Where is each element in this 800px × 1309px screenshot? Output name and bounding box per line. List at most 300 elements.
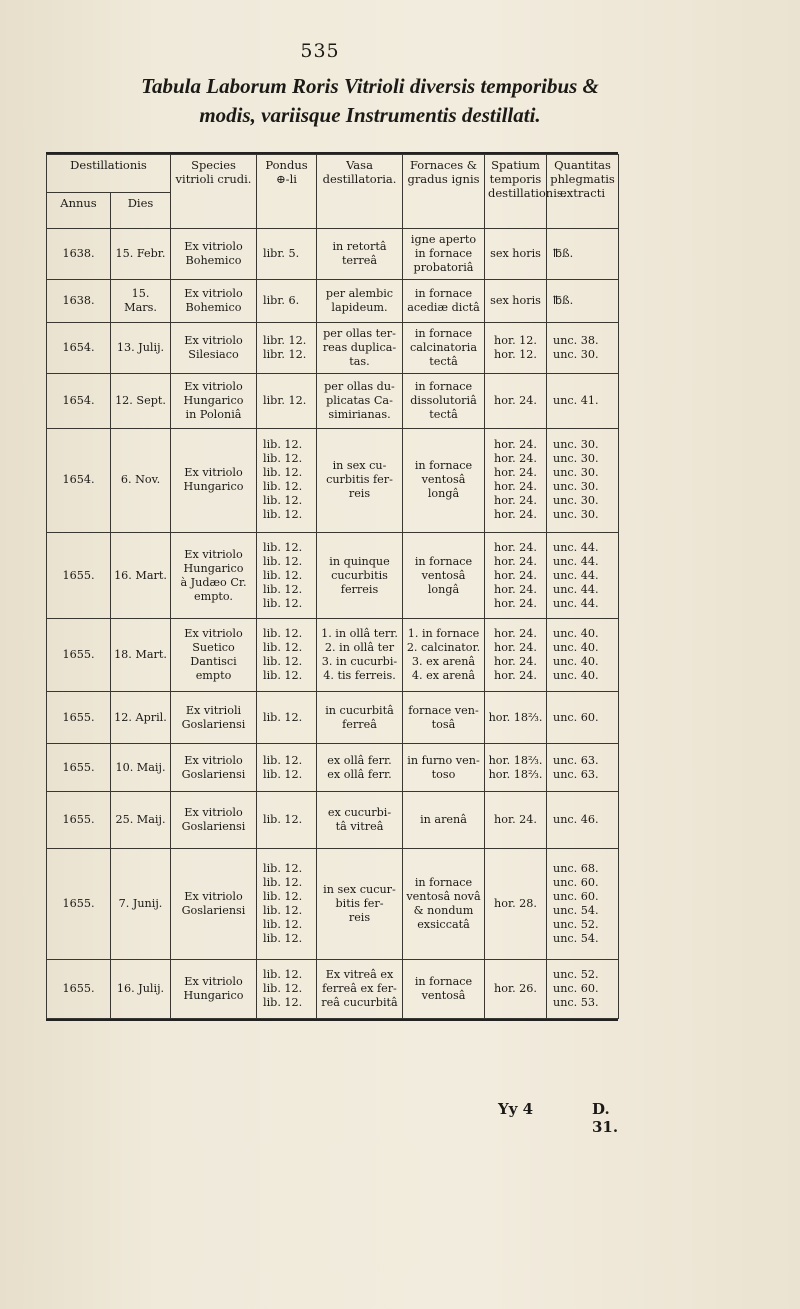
cell-species-line: Ex vitriolo — [184, 889, 243, 903]
cell-species-line: Ex vitriolo — [184, 547, 243, 561]
cell-vasa-line: ferreâ ex fer- — [322, 981, 397, 995]
cell-fornaces — [403, 619, 485, 692]
cell-pondus — [257, 428, 317, 532]
cell-vasa — [317, 744, 403, 792]
cell-vasa — [317, 280, 403, 323]
cell-quantitas — [547, 229, 619, 280]
cell-fornaces-line: in fornace — [414, 327, 473, 341]
cell-species — [171, 280, 257, 323]
cell-pondus-line: lib. 12. — [263, 861, 303, 875]
cell-species — [171, 959, 257, 1018]
cell-fornaces-line: dissolutoriâ — [410, 393, 477, 407]
cell-pondus-line: lib. 12. — [263, 903, 303, 917]
cell-quantitas-line: unc. 54. — [553, 903, 599, 917]
cell-vasa-line: 3. in cucurbi- — [321, 655, 398, 669]
cell-vasa — [317, 848, 403, 959]
cell-vasa — [317, 791, 403, 848]
cell-quantitas-line: unc. 63. — [553, 753, 599, 767]
cell-pondus-line: lib. 12. — [263, 812, 303, 826]
cell-vasa-line: ex ollâ ferr. — [327, 753, 392, 767]
cell-vasa — [317, 533, 403, 619]
cell-quantitas — [547, 959, 619, 1018]
cell-species-line: Goslariensi — [181, 717, 246, 731]
cell-quantitas-line: unc. 30. — [553, 494, 599, 508]
cell-pondus — [257, 959, 317, 1018]
cell-fornaces-line: igne aperto — [410, 233, 477, 247]
cell-spatium-line: hor. 24. — [494, 466, 537, 480]
cell-species-line: Ex vitriolo — [184, 379, 243, 393]
cell-species-line: Goslariensi — [181, 767, 246, 781]
cell-pondus-line: lib. 12. — [263, 466, 303, 480]
cell-spatium-line: hor. 24. — [494, 554, 537, 568]
cell-pondus-line: lib. 12. — [263, 452, 303, 466]
cell-spatium-line: hor. 24. — [494, 508, 537, 522]
cell-quantitas — [547, 428, 619, 532]
cell-pondus — [257, 229, 317, 280]
cell-spatium-line: hor. 18⅔. — [488, 710, 543, 724]
cell-pondus-line: lib. 12. — [263, 508, 303, 522]
cell-fornaces-line: calcinatoria — [409, 341, 478, 355]
cell-pondus-line: lib. 12. — [263, 889, 303, 903]
cell-pondus-line: libr. 12. — [263, 348, 307, 362]
cell-pondus-line: lib. 12. — [263, 655, 303, 669]
cell-vasa-line: reâ cucurbitâ — [321, 995, 398, 1009]
cell-vasa-line: reas duplica- — [322, 341, 397, 355]
cell-vasa — [317, 619, 403, 692]
catchword: D. 31. — [592, 1100, 619, 1136]
table-row — [47, 428, 619, 532]
cell-species-line: Ex vitriolo — [184, 974, 243, 988]
cell-spatium-line: hor. 24. — [494, 568, 537, 582]
cell-fornaces-line: longâ — [427, 487, 460, 501]
cell-species — [171, 533, 257, 619]
cell-vasa-line: per alembic — [325, 287, 394, 301]
cell-quantitas — [547, 791, 619, 848]
cell-spatium-line: sex horis — [490, 294, 541, 308]
cell-annus: 1655. — [47, 619, 111, 692]
cell-spatium-line: hor. 24. — [494, 669, 537, 683]
cell-fornaces-line: longâ — [427, 582, 460, 596]
cell-spatium — [485, 428, 547, 532]
cell-fornaces-line: toso — [431, 767, 456, 781]
cell-pondus-line: lib. 12. — [263, 494, 303, 508]
header-species: Species vitrioli crudi. — [171, 155, 257, 229]
cell-spatium-line: hor. 24. — [494, 627, 537, 641]
cell-species-line: Bohemico — [185, 301, 242, 315]
cell-quantitas-line: unc. 40. — [553, 627, 599, 641]
cell-fornaces-line: probatoriâ — [413, 261, 474, 275]
cell-vasa-line: lapideum. — [331, 301, 388, 315]
cell-vasa — [317, 692, 403, 744]
cell-quantitas-line: ℔ß. — [553, 294, 574, 308]
cell-species-line: Silesiaco — [188, 348, 239, 362]
cell-fornaces-line: tosâ — [431, 717, 456, 731]
cell-fornaces-line: 4. ex arenâ — [411, 669, 476, 683]
cell-fornaces-line: 3. ex arenâ — [411, 655, 476, 669]
cell-fornaces-line: fornace ven- — [408, 703, 479, 717]
cell-pondus — [257, 744, 317, 792]
cell-fornaces-line: in fornace — [414, 247, 473, 261]
cell-vasa-line: in retortâ — [332, 240, 387, 254]
cell-spatium-line: hor. 24. — [494, 540, 537, 554]
cell-quantitas — [547, 280, 619, 323]
cell-spatium-line: hor. 28. — [494, 896, 537, 910]
cell-species-line: Ex vitriolo — [184, 627, 243, 641]
header-quantitas: Quantitas phlegmatis extracti — [547, 155, 619, 229]
table-row — [47, 744, 619, 792]
cell-dies: 18. Mart. — [111, 619, 171, 692]
cell-pondus — [257, 280, 317, 323]
cell-quantitas — [547, 533, 619, 619]
cell-vasa-line: Ex vitreâ ex — [325, 967, 394, 981]
cell-dies: 7. Junij. — [111, 848, 171, 959]
cell-pondus-line: lib. 12. — [263, 753, 303, 767]
cell-quantitas — [547, 692, 619, 744]
cell-dies: 16. Julij. — [111, 959, 171, 1018]
cell-fornaces — [403, 959, 485, 1018]
cell-spatium-line: hor. 18⅔. — [488, 767, 543, 781]
cell-quantitas-line: unc. 60. — [553, 981, 599, 995]
cell-fornaces — [403, 848, 485, 959]
cell-fornaces — [403, 428, 485, 532]
cell-quantitas-line: unc. 40. — [553, 655, 599, 669]
cell-pondus — [257, 848, 317, 959]
cell-pondus-line: lib. 12. — [263, 767, 303, 781]
cell-pondus-line: lib. 12. — [263, 967, 303, 981]
cell-spatium-line: hor. 24. — [494, 641, 537, 655]
cell-fornaces-line: ventosâ — [421, 473, 466, 487]
cell-pondus — [257, 619, 317, 692]
cell-dies: 15. Mars. — [111, 280, 171, 323]
cell-vasa-line: in quinque — [329, 554, 390, 568]
cell-pondus-line: lib. 12. — [263, 917, 303, 931]
cell-spatium — [485, 744, 547, 792]
cell-species — [171, 692, 257, 744]
cell-pondus-line: lib. 12. — [263, 554, 303, 568]
cell-vasa-line: per ollas du- — [324, 379, 395, 393]
cell-pondus — [257, 533, 317, 619]
cell-spatium — [485, 692, 547, 744]
table-row — [47, 692, 619, 744]
cell-vasa-line: tas. — [349, 355, 370, 369]
cell-spatium-line: hor. 24. — [494, 393, 537, 407]
header-destillationis: Destillationis — [47, 155, 171, 193]
cell-fornaces-line: in fornace — [414, 974, 473, 988]
cell-fornaces-line: ventosâ novâ — [406, 889, 481, 903]
cell-vasa-line: 2. in ollâ ter — [324, 641, 395, 655]
table-row — [47, 619, 619, 692]
cell-spatium-line: hor. 18⅔. — [488, 753, 543, 767]
table-row — [47, 374, 619, 428]
header-dies: Dies — [111, 193, 171, 229]
cell-spatium-line: hor. 24. — [494, 452, 537, 466]
cell-vasa-line: ferreis — [340, 582, 379, 596]
cell-fornaces — [403, 374, 485, 428]
cell-spatium-line: hor. 12. — [494, 348, 537, 362]
cell-fornaces-line: in fornace — [414, 554, 473, 568]
cell-pondus-line: lib. 12. — [263, 641, 303, 655]
table-body — [47, 229, 619, 1019]
header-pondus: Pondus ⊕-li — [257, 155, 317, 229]
cell-fornaces-line: ventosâ — [421, 568, 466, 582]
cell-quantitas-line: unc. 44. — [553, 582, 599, 596]
cell-fornaces-line: 2. calcinator. — [406, 641, 481, 655]
cell-vasa-line: reis — [348, 487, 371, 501]
cell-pondus — [257, 323, 317, 374]
cell-quantitas-line: unc. 30. — [553, 508, 599, 522]
cell-pondus — [257, 692, 317, 744]
cell-vasa — [317, 229, 403, 280]
title-line-2: modis, variisque Instrumentis destillati. — [199, 103, 541, 127]
cell-quantitas-line: unc. 44. — [553, 554, 599, 568]
header-spatium: Spatium temporis destillationis. — [485, 155, 547, 229]
cell-spatium-line: hor. 12. — [494, 334, 537, 348]
cell-vasa-line: 4. tis ferreis. — [323, 669, 396, 683]
cell-annus: 1655. — [47, 744, 111, 792]
cell-pondus-line: lib. 12. — [263, 568, 303, 582]
cell-annus: 1654. — [47, 374, 111, 428]
cell-fornaces — [403, 280, 485, 323]
cell-species-line: Ex vitriolo — [184, 334, 243, 348]
cell-vasa-line: curbitis fer- — [326, 473, 393, 487]
cell-quantitas-line: unc. 40. — [553, 641, 599, 655]
cell-vasa-line: plicatas Ca- — [326, 393, 393, 407]
cell-species-line: Ex vitrioli — [185, 703, 242, 717]
cell-species-line: Goslariensi — [181, 903, 246, 917]
cell-pondus-line: libr. 12. — [263, 393, 307, 407]
table-row — [47, 959, 619, 1018]
page-number: 535 — [300, 40, 340, 62]
cell-fornaces — [403, 744, 485, 792]
cell-vasa — [317, 323, 403, 374]
header-annus: Annus — [47, 193, 111, 229]
cell-pondus-line: lib. 12. — [263, 627, 303, 641]
cell-vasa-line: in sex cu- — [332, 459, 387, 473]
cell-vasa-line: 1. in ollâ terr. — [321, 627, 398, 641]
cell-species-line: Hungarico — [183, 988, 244, 1002]
cell-species-line: Bohemico — [185, 254, 242, 268]
cell-species-line: Goslariensi — [181, 819, 246, 833]
cell-species-line: Hungarico — [183, 393, 244, 407]
cell-fornaces-line: in fornace — [414, 287, 473, 301]
cell-annus: 1655. — [47, 959, 111, 1018]
table-row — [47, 848, 619, 959]
cell-dies: 13. Julij. — [111, 323, 171, 374]
cell-fornaces-line: in furno ven- — [407, 753, 480, 767]
cell-quantitas-line: unc. 30. — [553, 348, 599, 362]
cell-species — [171, 848, 257, 959]
cell-pondus — [257, 791, 317, 848]
cell-vasa-line: ex cucurbi- — [327, 805, 392, 819]
cell-pondus-line: libr. 5. — [263, 247, 300, 261]
cell-quantitas-line: unc. 38. — [553, 334, 599, 348]
cell-pondus-line: lib. 12. — [263, 540, 303, 554]
cell-vasa — [317, 959, 403, 1018]
cell-vasa — [317, 428, 403, 532]
cell-fornaces-line: acediæ dictâ — [407, 301, 480, 315]
cell-annus: 1638. — [47, 280, 111, 323]
cell-vasa-line: per ollas ter- — [323, 327, 396, 341]
cell-pondus-line: lib. 12. — [263, 931, 303, 945]
header-fornaces: Fornaces & gradus ignis — [403, 155, 485, 229]
cell-spatium — [485, 791, 547, 848]
cell-fornaces-line: & nondum — [413, 903, 474, 917]
cell-species-line: Suetico — [192, 641, 235, 655]
cell-fornaces-line: tectâ — [429, 407, 458, 421]
cell-spatium-line: hor. 24. — [494, 438, 537, 452]
cell-spatium — [485, 280, 547, 323]
cell-species-line: Ex vitriolo — [184, 287, 243, 301]
cell-spatium — [485, 374, 547, 428]
cell-species — [171, 374, 257, 428]
cell-quantitas-line: unc. 30. — [553, 480, 599, 494]
cell-fornaces — [403, 323, 485, 374]
cell-quantitas-line: unc. 53. — [553, 995, 599, 1009]
cell-quantitas-line: unc. 54. — [553, 931, 599, 945]
cell-quantitas-line: unc. 30. — [553, 466, 599, 480]
cell-fornaces-line: 1. in fornace — [407, 627, 480, 641]
cell-pondus-line: lib. 12. — [263, 438, 303, 452]
cell-quantitas-line: unc. 44. — [553, 596, 599, 610]
cell-vasa — [317, 374, 403, 428]
cell-fornaces — [403, 791, 485, 848]
cell-vasa-line: bitis fer- — [335, 896, 384, 910]
cell-dies: 10. Maij. — [111, 744, 171, 792]
distillation-table-frame — [46, 152, 618, 1021]
cell-vasa-line: ex ollâ ferr. — [327, 767, 392, 781]
table-title — [60, 72, 680, 130]
cell-fornaces — [403, 533, 485, 619]
table-header — [47, 155, 619, 229]
cell-quantitas-line: ℔ß. — [553, 247, 574, 261]
cell-pondus-line: lib. 12. — [263, 981, 303, 995]
cell-spatium — [485, 533, 547, 619]
cell-spatium — [485, 619, 547, 692]
cell-pondus-line: lib. 12. — [263, 669, 303, 683]
cell-species-line: Ex vitriolo — [184, 240, 243, 254]
title-line-1: Tabula Laborum Roris Vitrioli diversis temporibus & — [141, 74, 599, 98]
cell-species-line: à Judæo Cr. — [180, 575, 247, 589]
cell-quantitas-line: unc. 52. — [553, 917, 599, 931]
cell-spatium-line: hor. 24. — [494, 655, 537, 669]
cell-fornaces-line: exsiccatâ — [417, 917, 470, 931]
cell-annus: 1655. — [47, 848, 111, 959]
cell-fornaces-line: ventosâ — [421, 988, 466, 1002]
cell-dies: 12. April. — [111, 692, 171, 744]
cell-quantitas — [547, 848, 619, 959]
cell-spatium-line: hor. 24. — [494, 494, 537, 508]
cell-quantitas-line: unc. 41. — [553, 393, 599, 407]
cell-species-line: Ex vitriolo — [184, 466, 243, 480]
cell-quantitas-line: unc. 40. — [553, 669, 599, 683]
cell-spatium-line: hor. 24. — [494, 582, 537, 596]
cell-spatium — [485, 848, 547, 959]
cell-quantitas-line: unc. 52. — [553, 967, 599, 981]
cell-quantitas — [547, 374, 619, 428]
cell-dies: 15. Febr. — [111, 229, 171, 280]
cell-species-line: Hungarico — [183, 480, 244, 494]
cell-quantitas — [547, 619, 619, 692]
cell-vasa-line: in cucurbitâ — [325, 703, 394, 717]
table-row — [47, 533, 619, 619]
cell-spatium — [485, 323, 547, 374]
cell-dies: 25. Maij. — [111, 791, 171, 848]
cell-quantitas — [547, 744, 619, 792]
cell-spatium-line: hor. 24. — [494, 596, 537, 610]
cell-quantitas-line: unc. 63. — [553, 767, 599, 781]
cell-pondus-line: lib. 12. — [263, 995, 303, 1009]
cell-quantitas — [547, 323, 619, 374]
cell-fornaces-line: in arenâ — [420, 812, 467, 826]
cell-pondus-line: libr. 12. — [263, 334, 307, 348]
cell-species — [171, 428, 257, 532]
signature-mark: Yy 4 — [498, 1100, 534, 1118]
cell-species — [171, 791, 257, 848]
cell-fornaces-line: in fornace — [414, 875, 473, 889]
cell-pondus — [257, 374, 317, 428]
distillation-table — [46, 154, 619, 1019]
cell-spatium — [485, 959, 547, 1018]
cell-species-line: in Poloniâ — [185, 407, 242, 421]
cell-vasa-line: simirianas. — [328, 407, 391, 421]
cell-species-line: Hungarico — [183, 561, 244, 575]
table-row — [47, 791, 619, 848]
cell-annus: 1654. — [47, 323, 111, 374]
cell-vasa-line: ferreâ — [342, 717, 377, 731]
cell-spatium-line: sex horis — [490, 247, 541, 261]
cell-annus: 1655. — [47, 791, 111, 848]
cell-species-line: empto. — [194, 589, 233, 603]
cell-vasa-line: tâ vitreâ — [335, 819, 384, 833]
cell-quantitas-line: unc. 44. — [553, 568, 599, 582]
cell-species-line: Dantisci — [190, 655, 237, 669]
cell-dies: 16. Mart. — [111, 533, 171, 619]
cell-fornaces-line: in fornace — [414, 379, 473, 393]
cell-species-line: empto — [195, 669, 232, 683]
cell-pondus-line: lib. 12. — [263, 875, 303, 889]
cell-species — [171, 744, 257, 792]
cell-vasa-line: reis — [348, 910, 371, 924]
cell-species-line: Ex vitriolo — [184, 753, 243, 767]
table-row — [47, 323, 619, 374]
cell-dies: 6. Nov. — [111, 428, 171, 532]
cell-vasa-line: in sex cucur- — [323, 882, 396, 896]
cell-species — [171, 323, 257, 374]
cell-quantitas-line: unc. 68. — [553, 861, 599, 875]
cell-spatium-line: hor. 26. — [494, 981, 537, 995]
cell-pondus-line: lib. 12. — [263, 480, 303, 494]
cell-quantitas-line: unc. 60. — [553, 710, 599, 724]
cell-spatium-line: hor. 24. — [494, 812, 537, 826]
cell-vasa-line: terreâ — [341, 254, 378, 268]
table-row — [47, 229, 619, 280]
cell-species — [171, 229, 257, 280]
cell-annus: 1655. — [47, 692, 111, 744]
cell-quantitas-line: unc. 60. — [553, 889, 599, 903]
cell-fornaces — [403, 692, 485, 744]
cell-pondus-line: lib. 12. — [263, 596, 303, 610]
cell-pondus-line: libr. 6. — [263, 294, 300, 308]
cell-quantitas-line: unc. 30. — [553, 438, 599, 452]
cell-annus: 1638. — [47, 229, 111, 280]
cell-spatium — [485, 229, 547, 280]
cell-pondus-line: lib. 12. — [263, 710, 303, 724]
cell-species — [171, 619, 257, 692]
cell-species-line: Ex vitriolo — [184, 805, 243, 819]
table-row — [47, 280, 619, 323]
cell-vasa-line: cucurbitis — [331, 568, 388, 582]
cell-pondus-line: lib. 12. — [263, 582, 303, 596]
